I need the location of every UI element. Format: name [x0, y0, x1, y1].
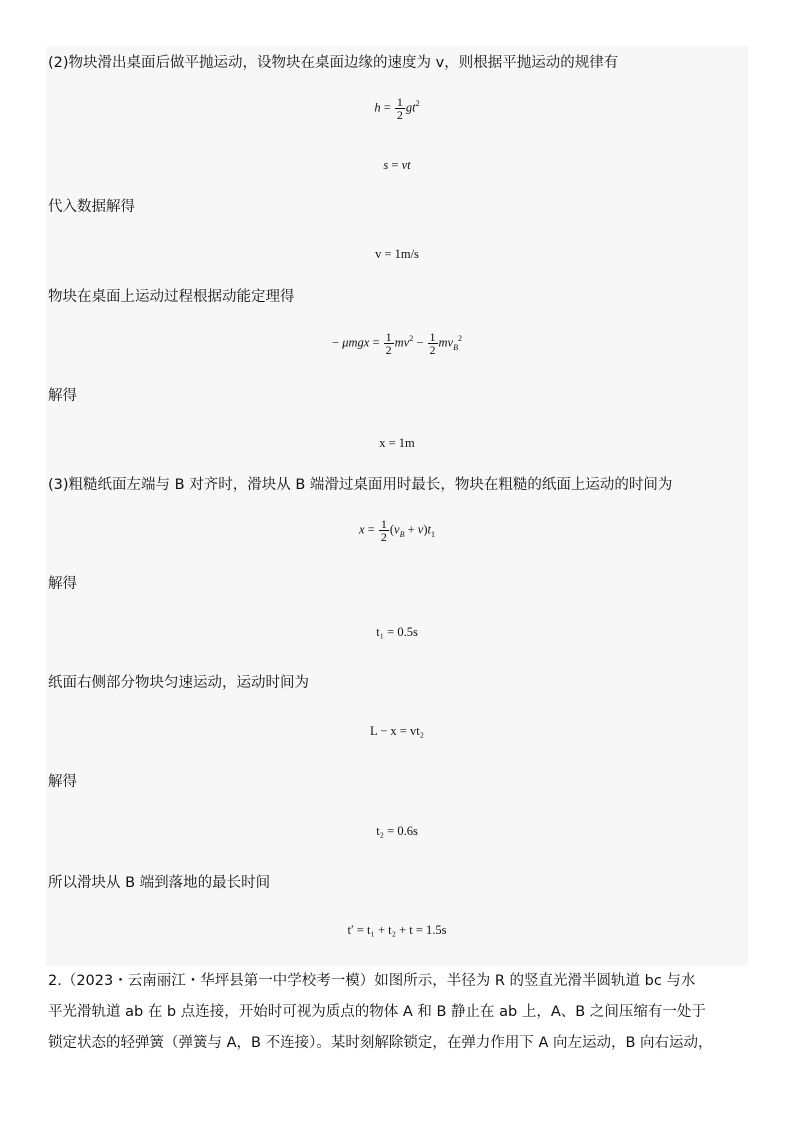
equation-t2-relation: L − x = vt₂	[369, 724, 425, 738]
problem-2	[48, 966, 748, 1059]
solution-line-4: 解得	[48, 388, 77, 404]
equation-t1: t₁ = 0.5s	[376, 625, 418, 639]
solution-line-3: 物块在桌面上运动过程根据动能定理得	[48, 289, 295, 305]
equation-t2: t₂ = 0.6s	[376, 824, 418, 838]
problem-line-1: 2.（2023・云南丽江・华坪县第一中学校考一模）如图所示，半径为 R 的竖直光滑半圆轨道 bc 与水	[48, 973, 696, 989]
solution-line-1: (2)物块滑出桌面后做平抛运动，设物块在桌面边缘的速度为 v，则根据平抛运动的规律有	[48, 55, 619, 71]
solution-line-5: (3)粗糙纸面左端与 B 对齐时，滑块从 B 端滑过桌面用时最长，物块在粗糙的纸面上运动的时间为	[48, 477, 673, 493]
equation-x: x = 1m	[379, 436, 415, 450]
solution-line-6: 解得	[48, 576, 77, 592]
solution-line-2: 代入数据解得	[48, 199, 135, 215]
equation-x-t1: x = $\frac{1}{2}$ $(v_B + v)t_1$	[358, 517, 436, 544]
problem-line-3: 锁定状态的轻弹簧（弹簧与 A，B 不连接）。某时刻解除锁定，在弹力作用下 A 向左运动，B 向右运动，	[48, 1035, 713, 1051]
equation-h: h = $\frac{1}{2}$ $gt^2$	[374, 95, 420, 122]
solution-line-9: 所以滑块从 B 端到落地的最长时间	[48, 875, 271, 891]
problem-line-2: 平光滑轨道 ab 在 b 点连接，开始时可视为质点的物体 A 和 B 静止在 ab 上，A、B 之间压缩有一处于	[48, 1004, 706, 1020]
solution-line-8: 解得	[48, 774, 77, 790]
solution-line-7: 纸面右侧部分物块匀速运动，运动时间为	[48, 675, 309, 691]
equation-total-time: t′ = t₁ + t₂ + t = 1.5s	[347, 923, 447, 937]
equation-v: v = 1m/s	[375, 247, 419, 261]
equation-energy: − μmgx = $\frac{1}{2}$ $mv^2$ − $\frac{1}{2}$ $mv_B^2$	[332, 330, 462, 357]
equation-s: s = vt	[383, 158, 411, 172]
